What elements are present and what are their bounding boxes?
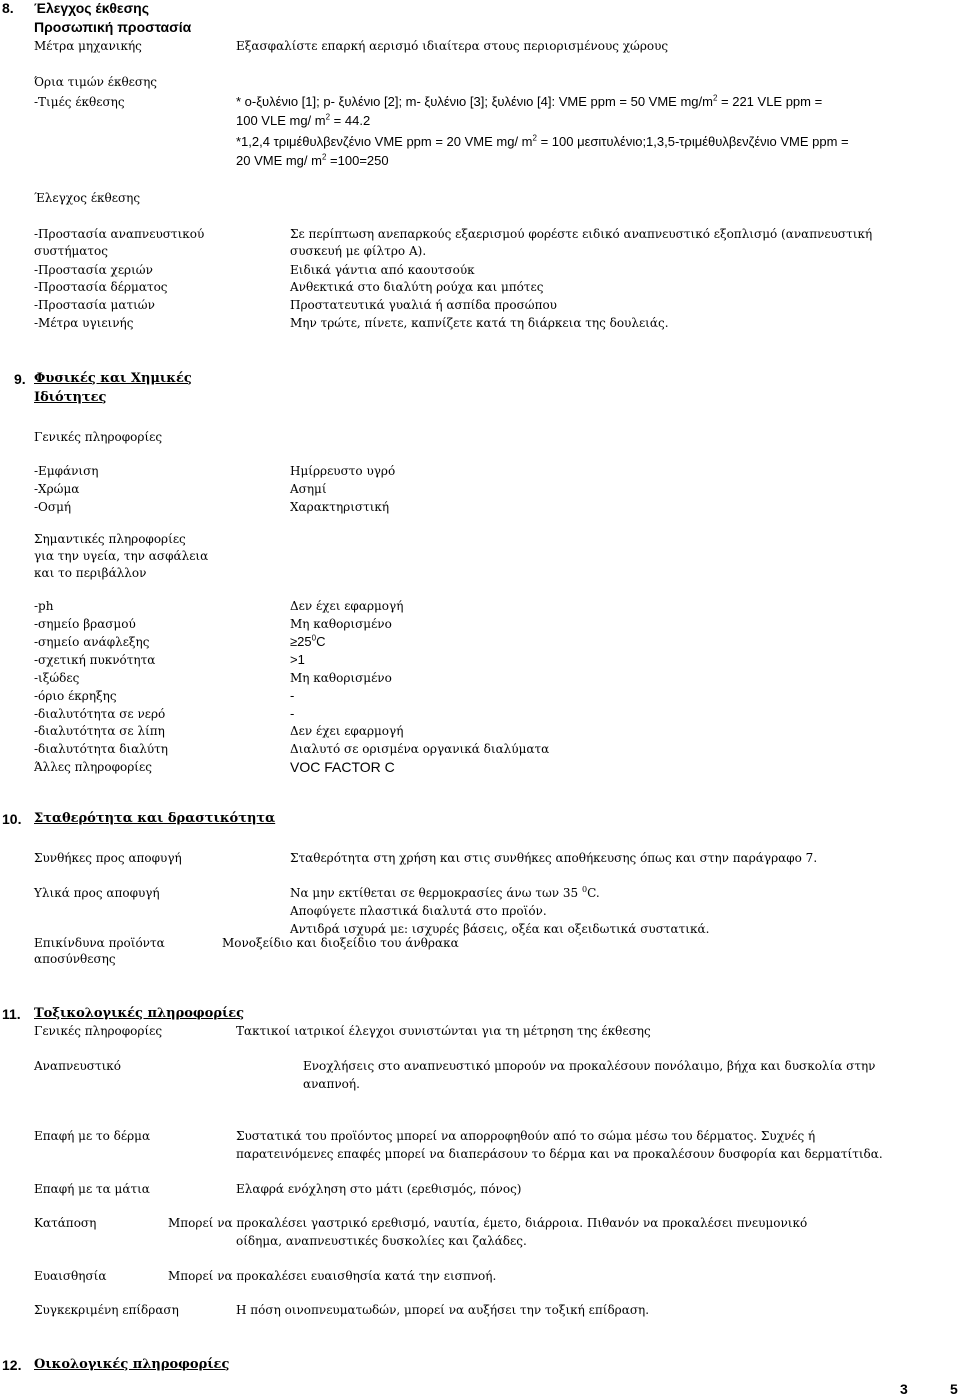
section-8-number: 8. xyxy=(2,0,14,16)
ingestion-label: Κατάποση xyxy=(34,1216,97,1230)
page-total: 5 xyxy=(950,1381,958,1397)
values-label: -Τιμές έκθεσης xyxy=(34,95,125,109)
important-info-2: για την υγεία, την ασφάλεια xyxy=(34,549,209,563)
eyes-label: -Προστασία ματιών xyxy=(34,298,155,312)
tox-general-label: Γενικές πληροφορίες xyxy=(34,1024,163,1038)
section-9-number: 9. xyxy=(14,371,26,387)
mech-value: Εξασφαλίστε επαρκή αερισμό ιδιαίτερα στους περιορισμένους χώρους xyxy=(236,39,669,53)
flash-label: -σημείο ανάφλεξης xyxy=(34,635,150,649)
eye-contact-value: Ελαφρά ενόχληση στο μάτι (ερεθισμός, πόνος) xyxy=(236,1182,522,1196)
section-8-title: Έλεγχος έκθεσης xyxy=(34,0,149,16)
other-info-value: VOC FACTOR C xyxy=(290,759,395,775)
section-10-number: 10. xyxy=(2,811,22,827)
water-solubility-label: -διαλυτότητα σε νερό xyxy=(34,707,166,721)
density-value: >1 xyxy=(290,652,305,667)
water-solubility-value: - xyxy=(290,706,295,721)
appearance-label: -Εμφάνιση xyxy=(34,464,99,478)
section-11-number: 11. xyxy=(2,1006,21,1022)
materials-value-1: Να μην εκτίθεται σε θερμοκρασίες άνω των 35 $^0$C. xyxy=(290,885,600,900)
materials-value-3: Αντιδρά ισχυρά με: ισχυρές βάσεις, οξέα και οξειδωτικά συστατικά. xyxy=(290,922,710,936)
section-9-title-2: Ιδιότητες xyxy=(34,390,107,405)
important-info-1: Σημαντικές πληροφορίες xyxy=(34,532,186,546)
hands-value: Ειδικά γάντια από καουτσούκ xyxy=(290,263,475,277)
general-label: Γενικές πληροφορίες xyxy=(34,430,163,444)
skin-contact-value-2: παρατεινόμενες επαφές μπορεί να διαπεράσουν το δέρμα και να προκαλέσουν δυσφορία και δερματίτιδα. xyxy=(236,1147,883,1161)
resp-label-2: συστήματος xyxy=(34,244,108,258)
boil-label: -σημείο βρασμού xyxy=(34,617,136,631)
materials-value-2: Αποφύγετε πλαστικά διαλυτά στο προϊόν. xyxy=(290,904,547,918)
target-effect-value: Η πόση οινοπνευματωδών, μπορεί να αυξήσει την τοξική επίδραση. xyxy=(236,1303,650,1317)
odor-value: Χαρακτηριστική xyxy=(290,500,390,514)
conditions-value: Σταθερότητα στη χρήση και στις συνθήκες αποθήκευσης όπως και στην παράγραφο 7. xyxy=(290,851,818,865)
solvent-solubility-value: Διαλυτό σε ορισμένα οργανικά διαλύματα xyxy=(290,742,550,756)
hazardous-label-2: αποσύνθεσης xyxy=(34,952,116,966)
mech-label: Μέτρα μηχανικής xyxy=(34,39,142,53)
skin-value: Ανθεκτικά στο διαλύτη ρούχα και μπότες xyxy=(290,280,544,294)
color-label: -Χρώμα xyxy=(34,482,80,496)
solvent-solubility-label: -διαλυτότητα διαλύτη xyxy=(34,742,168,756)
target-effect-label: Συγκεκριμένη επίδραση xyxy=(34,1303,179,1317)
respiratory-label: Αναπνευστικό xyxy=(34,1059,122,1073)
hazardous-label-1: Επικίνδυνα προϊόντα xyxy=(34,936,165,950)
ph-value: Δεν έχει εφαρμογή xyxy=(290,599,404,613)
flash-value: $\ge 25^0C$ xyxy=(290,633,326,649)
skin-contact-label: Επαφή με το δέρμα xyxy=(34,1129,151,1143)
hygiene-label: -Μέτρα υγιεινής xyxy=(34,316,134,330)
exposure-value-line-1: * ο-ξυλένιο [1]; p- ξυλένιο [2]; m- ξυλένιο [3]; ξυλένιο [4]: VME ppm = 50 VME $mg/m^2 = 221$ VLE ppm = xyxy=(236,93,823,109)
section-8-subtitle: Προσωπική προστασία xyxy=(34,19,192,35)
density-label: -σχετική πυκνότητα xyxy=(34,653,156,667)
skin-contact-value-1: Συστατικά του προϊόντος μπορεί να απορροφηθούν από το σώμα μέσω του δέρματος. Συχνές ή xyxy=(236,1129,816,1143)
explosion-value: - xyxy=(290,688,295,703)
important-info-3: και το περιβάλλον xyxy=(34,566,147,580)
explosion-label: -όριο έκρηξης xyxy=(34,689,117,703)
boil-value: Μη καθορισμένο xyxy=(290,617,392,631)
section-9-title-1: Φυσικές και Χημικές xyxy=(34,371,192,386)
tox-general-value: Τακτικοί ιατρικοί έλεγχοι συνιστώνται για τη μέτρηση της έκθεσης xyxy=(236,1024,651,1038)
odor-label: -Οσμή xyxy=(34,500,72,514)
resp-value-1: Σε περίπτωση ανεπαρκούς εξαερισμού φορέστε ειδικό αναπνευστικό εξοπλισμό (αναπνευστική xyxy=(290,227,873,241)
limits-label: Όρια τιμών έκθεσης xyxy=(34,75,157,89)
sensitivity-value: Μπορεί να προκαλέσει ευαισθησία κατά την εισπνοή. xyxy=(168,1269,497,1283)
section-12-number: 12. xyxy=(2,1357,22,1373)
appearance-value: Ημίρρευστο υγρό xyxy=(290,464,396,478)
resp-label-1: -Προστασία αναπνευστικού xyxy=(34,227,205,241)
hygiene-value: Μην τρώτε, πίνετε, καπνίζετε κατά τη διάρκεια της δουλειάς. xyxy=(290,316,669,330)
sensitivity-label: Ευαισθησία xyxy=(34,1269,107,1283)
ph-label: -ph xyxy=(34,599,54,613)
fat-solubility-value: Δεν έχει εφαρμογή xyxy=(290,724,404,738)
viscosity-value: Μη καθορισμένο xyxy=(290,671,392,685)
respiratory-value-1: Ενοχλήσεις στο αναπνευστικό μπορούν να προκαλέσουν πονόλαιμο, βήχα και δυσκολία στην xyxy=(303,1059,876,1073)
materials-label: Υλικά προς αποφυγή xyxy=(34,886,160,900)
color-value: Ασημί xyxy=(290,482,327,496)
resp-value-2: συσκευή με φίλτρο Α). xyxy=(290,244,427,258)
exposure-value-line-4: 20 VME mg/ $m^2 =100=250$ xyxy=(236,152,389,168)
exposure-value-line-2: 100 VLE mg/ $m^2 = 44.2$ xyxy=(236,112,371,128)
hands-label: -Προστασία χεριών xyxy=(34,263,153,277)
section-12-title: Οικολογικές πληροφορίες xyxy=(34,1357,230,1372)
fat-solubility-label: -διαλυτότητα σε λίπη xyxy=(34,724,165,738)
ingestion-value-1: Μπορεί να προκαλέσει γαστρικό ερεθισμό, ναυτία, έμετο, διάρροια. Πιθανόν να προκαλέσει πνευμονικό xyxy=(168,1216,808,1230)
section-11-title: Τοξικολογικές πληροφορίες xyxy=(34,1006,245,1021)
page-number: 3 xyxy=(900,1381,908,1397)
skin-label: -Προστασία δέρματος xyxy=(34,280,168,294)
eyes-value: Προστατευτικά γυαλιά ή ασπίδα προσώπου xyxy=(290,298,557,312)
eye-contact-label: Επαφή με τα μάτια xyxy=(34,1182,150,1196)
other-info-label: Άλλες πληροφορίες xyxy=(34,760,152,774)
exposure-value-line-3: *1,2,4 τριμέθυλβενζένιο VME ppm = 20 VME mg/ $m^2 = 100$ μεσιτυλένιο;1,3,5-τριμέθυλβενζένιο VME ppm = xyxy=(236,133,849,149)
section-10-title: Σταθερότητα και δραστικότητα xyxy=(34,811,276,826)
hazardous-value: Μονοξείδιο και διοξείδιο του άνθρακα xyxy=(222,936,459,950)
control-label: Έλεγχος έκθεσης xyxy=(34,191,141,205)
respiratory-value-2: αναπνοή. xyxy=(303,1077,360,1091)
viscosity-label: -ιξώδες xyxy=(34,671,80,685)
ingestion-value-2: οίδημα, αναπνευστικές δυσκολίες και ζαλάδες. xyxy=(236,1234,527,1248)
conditions-label: Συνθήκες προς αποφυγή xyxy=(34,851,182,865)
